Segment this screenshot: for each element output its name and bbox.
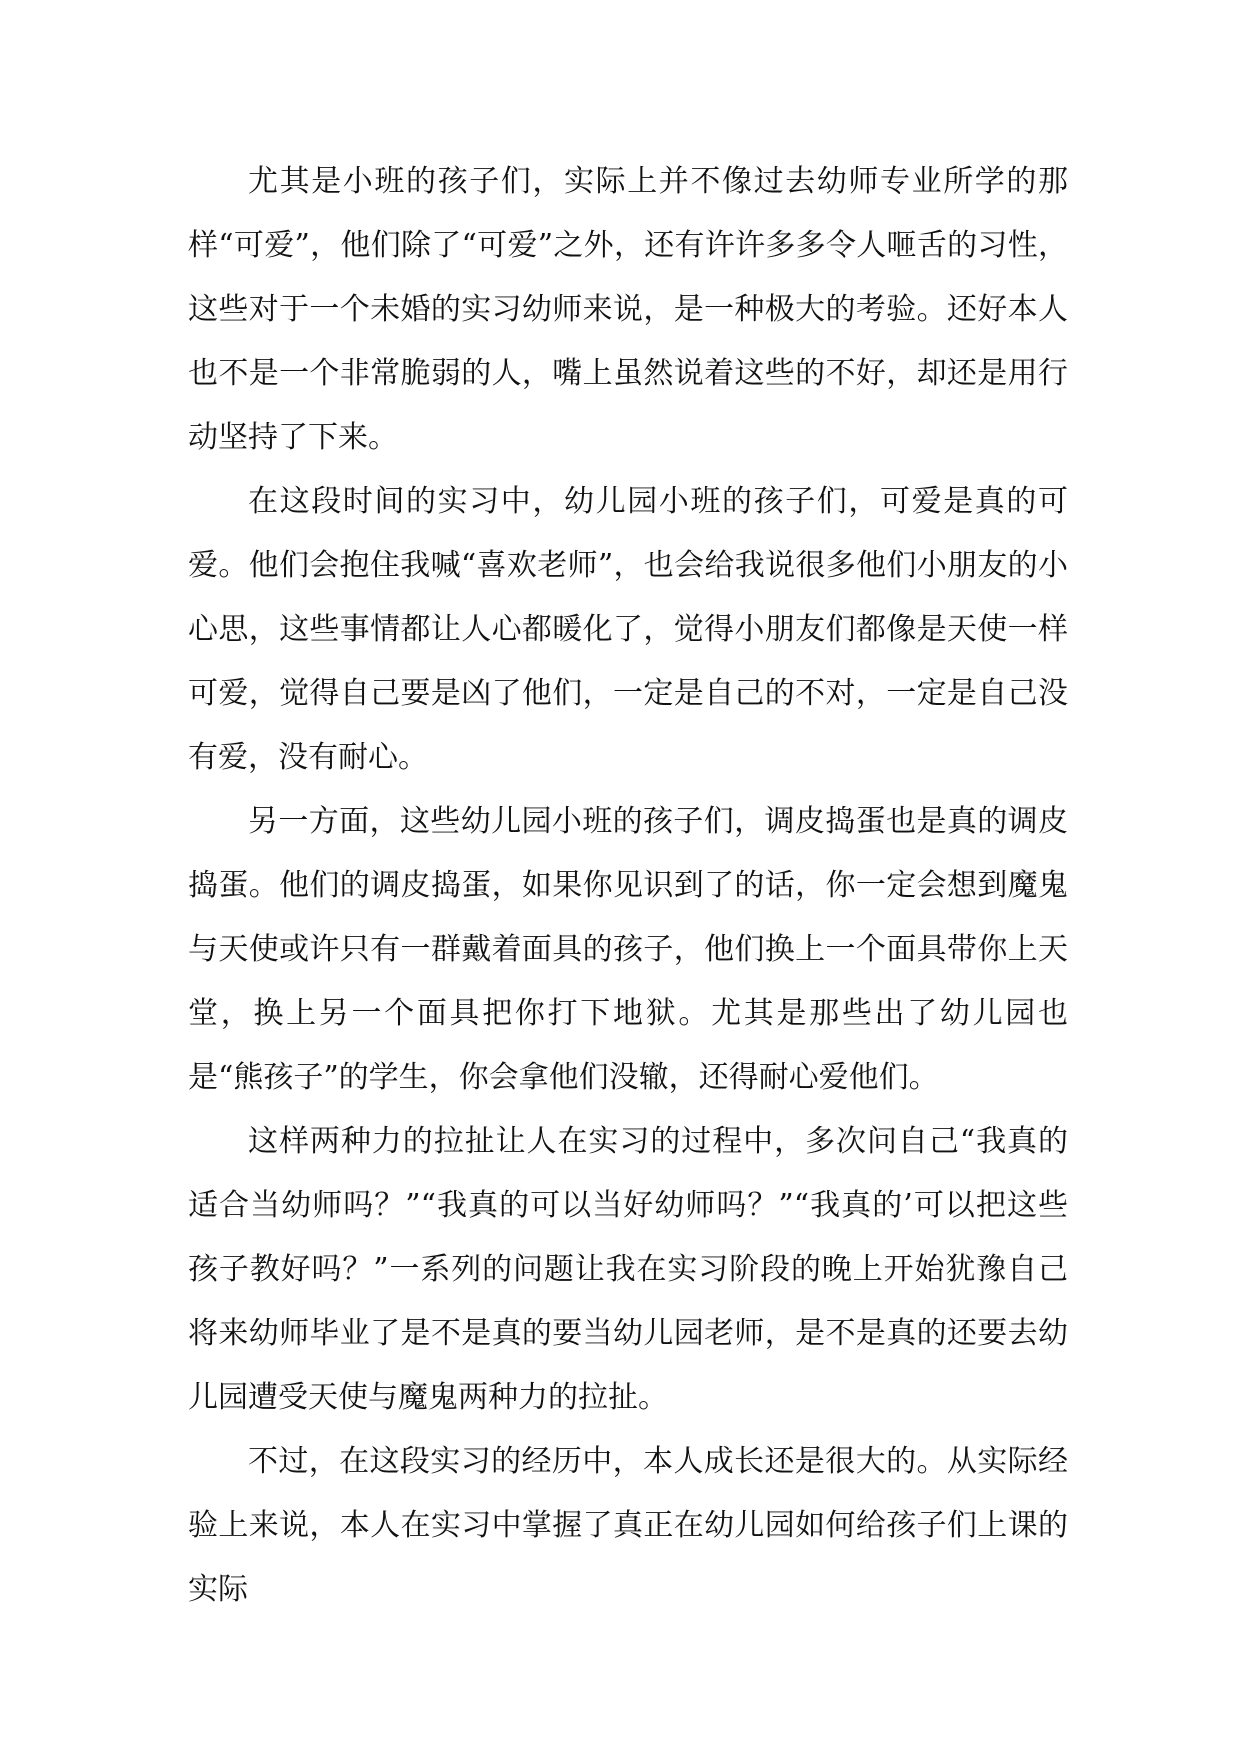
paragraph-5: 不过，在这段实习的经历中，本人成长还是很大的。从实际经验上来说，本人在实习中掌握了真正在幼儿园如何给孩子们上课的实际 <box>188 1444 1068 1607</box>
document-body <box>188 150 1068 1622</box>
paragraph-4: 这样两种力的拉扯让人在实习的过程中，多次问自己“我真的适合当幼师吗？”“我真的可以当好幼师吗？”“我真的’可以把这些孩子教好吗？”一系列的问题让我在实习阶段的晚上开始犹豫自己将来幼师毕业了是不是真的要当幼儿园老师，是不是真的还要去幼儿园遭受天使与魔鬼两种力的拉扯。 <box>188 1124 1068 1415</box>
paragraph-3: 另一方面，这些幼儿园小班的孩子们，调皮捣蛋也是真的调皮捣蛋。他们的调皮捣蛋，如果你见识到了的话，你一定会想到魔鬼与天使或许只有一群戴着面具的孩子，他们换上一个面具带你上天堂，换上另一个面具把你打下地狱。尤其是那些出了幼儿园也是“熊孩子”的学生，你会拿他们没辙，还得耐心爱他们。 <box>188 804 1068 1095</box>
paragraph-1: 尤其是小班的孩子们，实际上并不像过去幼师专业所学的那样“可爱”，他们除了“可爱”之外，还有许许多多令人咂舌的习性，这些对于一个未婚的实习幼师来说，是一种极大的考验。还好本人也不是一个非常脆弱的人，嘴上虽然说着这些的不好，却还是用行动坚持了下来。 <box>188 164 1068 455</box>
paragraph-2: 在这段时间的实习中，幼儿园小班的孩子们，可爱是真的可爱。他们会抱住我喊“喜欢老师”，也会给我说很多他们小朋友的小心思，这些事情都让人心都暖化了，觉得小朋友们都像是天使一样可爱，觉得自己要是凶了他们，一定是自己的不对，一定是自己没有爱，没有耐心。 <box>188 484 1068 775</box>
